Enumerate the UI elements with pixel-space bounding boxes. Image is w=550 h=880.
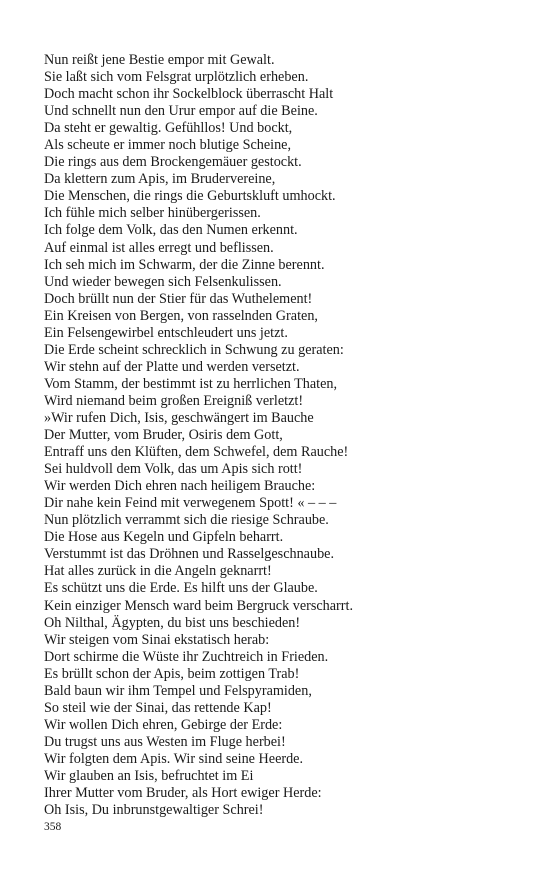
poem-line: Ich seh mich im Schwarm, der die Zinne berennt.	[44, 256, 325, 273]
poem-line: Verstummt ist das Dröhnen und Rasselgeschnaube.	[44, 546, 335, 563]
poem-line: Ich fühle mich selber hinübergerissen.	[44, 205, 261, 222]
poem-line: Ich folge dem Volk, das den Numen erkennt.	[44, 222, 298, 239]
poem-text	[44, 52, 524, 819]
poem-line: Wird niemand beim großen Ereigniß verletzt!	[44, 392, 304, 409]
poem-line: Dort schirme die Wüste ihr Zuchtreich in Frieden.	[44, 648, 329, 665]
poem-line: Dir nahe kein Feind mit verwegenem Spott! « – – –	[44, 495, 337, 512]
poem-line: Hat alles zurück in die Angeln geknarrt!	[44, 563, 272, 580]
poem-line: Wir stehn auf der Platte und werden versetzt.	[44, 358, 300, 375]
poem-line: Oh Nilthal, Ägypten, du bist uns beschieden!	[44, 614, 301, 631]
poem-line: Auf einmal ist alles erregt und beflissen.	[44, 239, 274, 256]
poem-line: Die Menschen, die rings die Geburtskluft umhockt.	[44, 188, 336, 205]
poem-line: Entraff uns den Klüften, dem Schwefel, dem Rauche!	[44, 444, 349, 461]
poem-line: Sei huldvoll dem Volk, das um Apis sich rott!	[44, 461, 303, 478]
poem-line: Kein einziger Mensch ward beim Bergruck verscharrt.	[44, 597, 353, 614]
poem-line: Sie laßt sich vom Felsgrat urplötzlich erheben.	[44, 69, 309, 86]
poem-line: Doch macht schon ihr Sockelblock überrascht Halt	[44, 86, 334, 103]
poem-line: So steil wie der Sinai, das rettende Kap!	[44, 699, 272, 716]
poem-line: Und schnellt nun den Urur empor auf die Beine.	[44, 103, 318, 120]
poem-line: Wir folgten dem Apis. Wir sind seine Heerde.	[44, 750, 304, 767]
poem-line: Ihrer Mutter vom Bruder, als Hort ewiger Herde:	[44, 785, 322, 802]
poem-line: Die rings aus dem Brockengemäuer gestockt.	[44, 154, 302, 171]
poem-line: Es brüllt schon der Apis, beim zottigen Trab!	[44, 665, 300, 682]
poem-line: Und wieder bewegen sich Felsenkulissen.	[44, 273, 282, 290]
poem-line: Bald baun wir ihm Tempel und Felspyramiden,	[44, 682, 312, 699]
poem-line: Ein Felsengewirbel entschleudert uns jetzt.	[44, 324, 288, 341]
page-number: 358	[44, 821, 62, 833]
poem-line: Du trugst uns aus Westen im Fluge herbei!	[44, 733, 286, 750]
poem-line: Wir steigen vom Sinai ekstatisch herab:	[44, 631, 270, 648]
poem-line: Da klettern zum Apis, im Brudervereine,	[44, 171, 276, 188]
poem-line: Nun reißt jene Bestie empor mit Gewalt.	[44, 52, 275, 68]
poem-line: Doch brüllt nun der Stier für das Wuthelement!	[44, 290, 313, 307]
poem-line: Wir werden Dich ehren nach heiligem Brauche:	[44, 478, 316, 495]
poem-line: Wir wollen Dich ehren, Gebirge der Erde:	[44, 716, 283, 733]
poem-line: Vom Stamm, der bestimmt ist zu herrlichen Thaten,	[44, 375, 338, 392]
poem-line: »Wir rufen Dich, Isis, geschwängert im Bauche	[44, 409, 314, 426]
poem-line: Wir glauben an Isis, befruchtet im Ei	[44, 767, 254, 784]
poem-line: Ein Kreisen von Bergen, von rasselnden Graten,	[44, 307, 318, 324]
poem-line: Als scheute er immer noch blutige Scheine,	[44, 137, 292, 154]
poem-line: Da steht er gewaltig. Gefühllos! Und bockt,	[44, 120, 293, 137]
poem-line: Nun plötzlich verrammt sich die riesige Schraube.	[44, 512, 329, 529]
poem-line: Die Hose aus Kegeln und Gipfeln beharrt.	[44, 529, 284, 546]
poem-line: Es schützt uns die Erde. Es hilft uns der Glaube.	[44, 580, 318, 597]
poem-line: Die Erde scheint schrecklich in Schwung zu geraten:	[44, 341, 344, 358]
poem-line: Oh Isis, Du inbrunstgewaltiger Schrei!	[44, 802, 264, 819]
poem-line: Der Mutter, vom Bruder, Osiris dem Gott,	[44, 427, 283, 444]
